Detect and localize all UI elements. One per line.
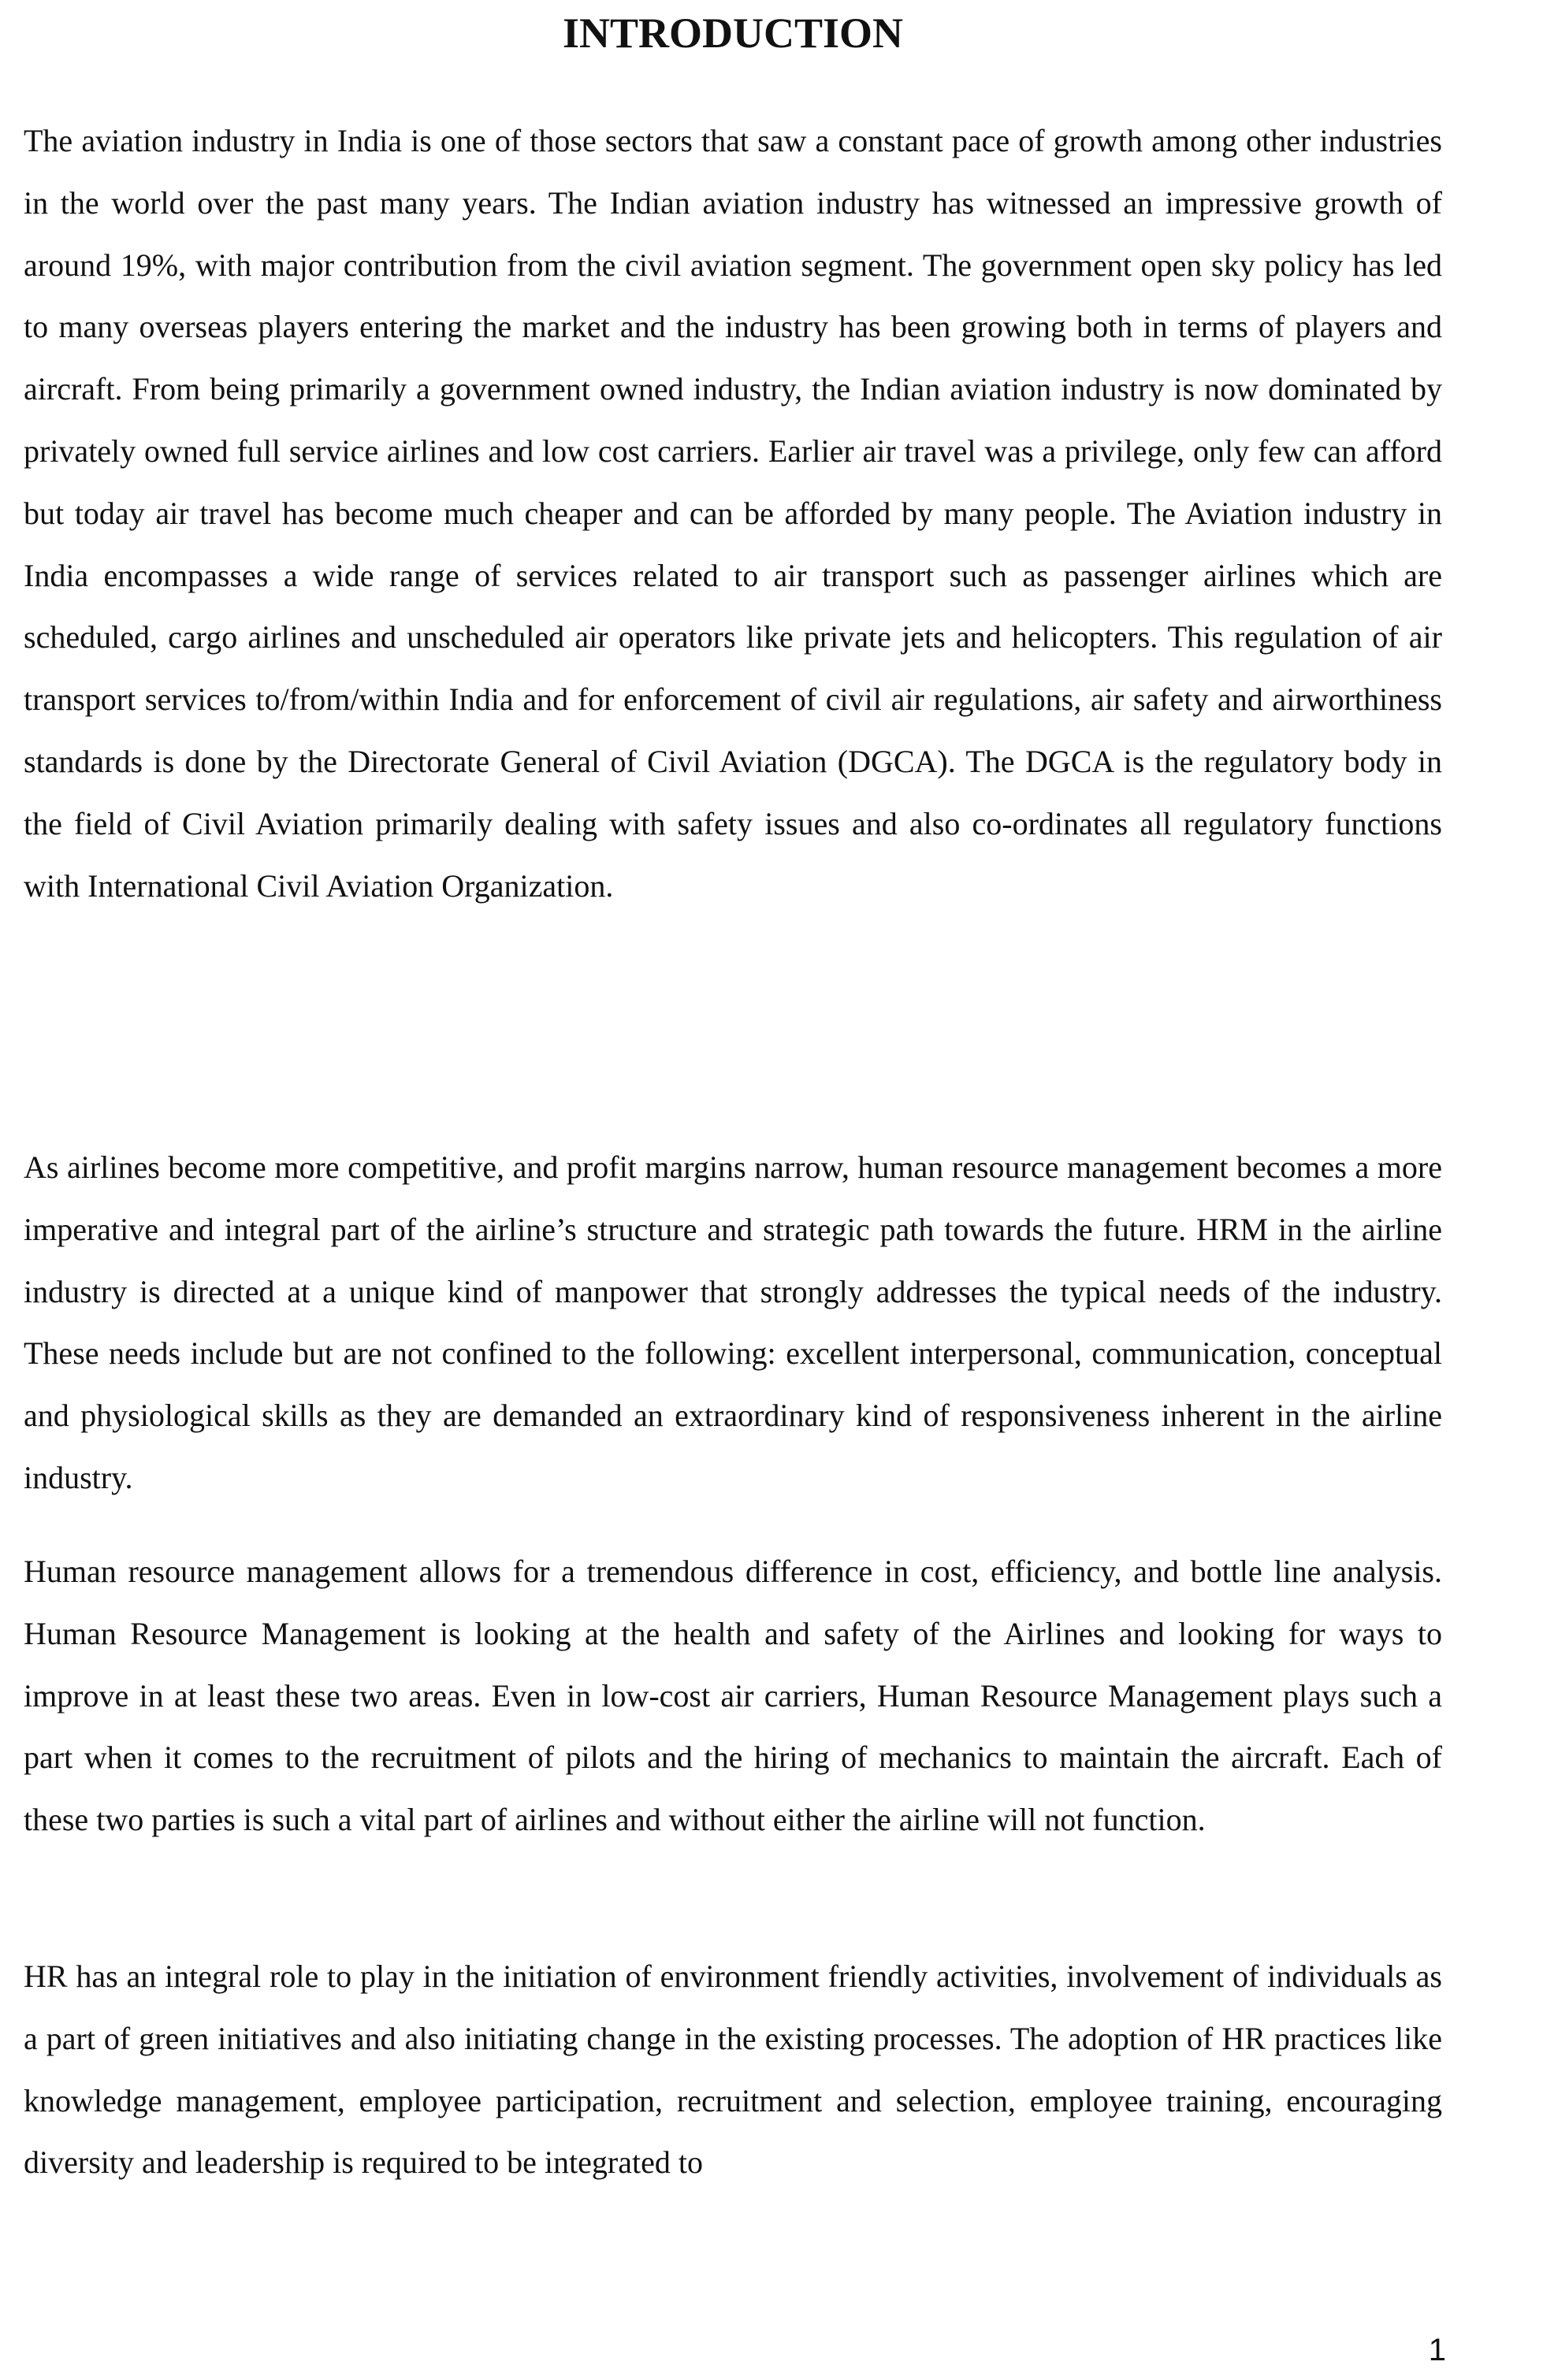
page-number: 1	[1428, 2333, 1446, 2367]
page-title: INTRODUCTION	[562, 9, 904, 57]
paragraph-hrm-cost-efficiency: Human resource management allows for a tremendous difference in cost, efficiency, and bottle line analysis. Human Resource Management is looking at the health and safety of the Airlines and looking for ways to improve in at least these two areas. Even in low-cost air carriers, Human Resource Management plays such a part when it comes to the recruitment of pilots and the hiring of mechanics to maintain the aircraft. Each of these two parties is such a vital part of airlines and without either the airline will not function.	[24, 1554, 1442, 1838]
paragraph-aviation-industry-overview: The aviation industry in India is one of those sectors that saw a constant pace of growth among other industries in the world over the past many years. The Indian aviation industry has witnessed an impressive growth of around 19%, with major contribution from the civil aviation segment. The government open sky policy has led to many overseas players entering the market and the industry has been growing both in terms of players and aircraft. From being primarily a government owned industry, the Indian aviation industry is now dominated by privately owned full service airlines and low cost carriers. Earlier air travel was a privilege, only few can afford but today air travel has become much cheaper and can be afforded by many people. The Aviation industry in India encompasses a wide range of services related to air transport such as passenger airlines which are scheduled, cargo airlines and unscheduled air operators like private jets and helicopters. This regulation of air transport services to/from/within India and for enforcement of civil air regulations, air safety and airworthiness standards is done by the Directorate General of Civil Aviation (DGCA). The DGCA is the regulatory body in the field of Civil Aviation primarily dealing with safety issues and also co-ordinates all regulatory functions with International Civil Aviation Organization.	[24, 123, 1442, 904]
paragraph-hrm-in-airlines: As airlines become more competitive, and profit margins narrow, human resource management becomes a more imperative and integral part of the airline’s structure and strategic path towards the future. HRM in the airline industry is directed at a unique kind of manpower that strongly addresses the typical needs of the industry. These needs include but are not confined to the following: excellent interpersonal, communication, conceptual and physiological skills as they are demanded an extraordinary kind of responsiveness inherent in the airline industry.	[24, 1149, 1442, 1495]
paragraph-hr-green-initiatives: HR has an integral role to play in the initiation of environment friendly activities, involvement of individuals as a part of green initiatives and also initiating change in the existing processes. The adoption of HR practices like knowledge management, employee participation, recruitment and selection, employee training, encouraging diversity and leadership is required to be integrated to	[24, 1959, 1442, 2181]
